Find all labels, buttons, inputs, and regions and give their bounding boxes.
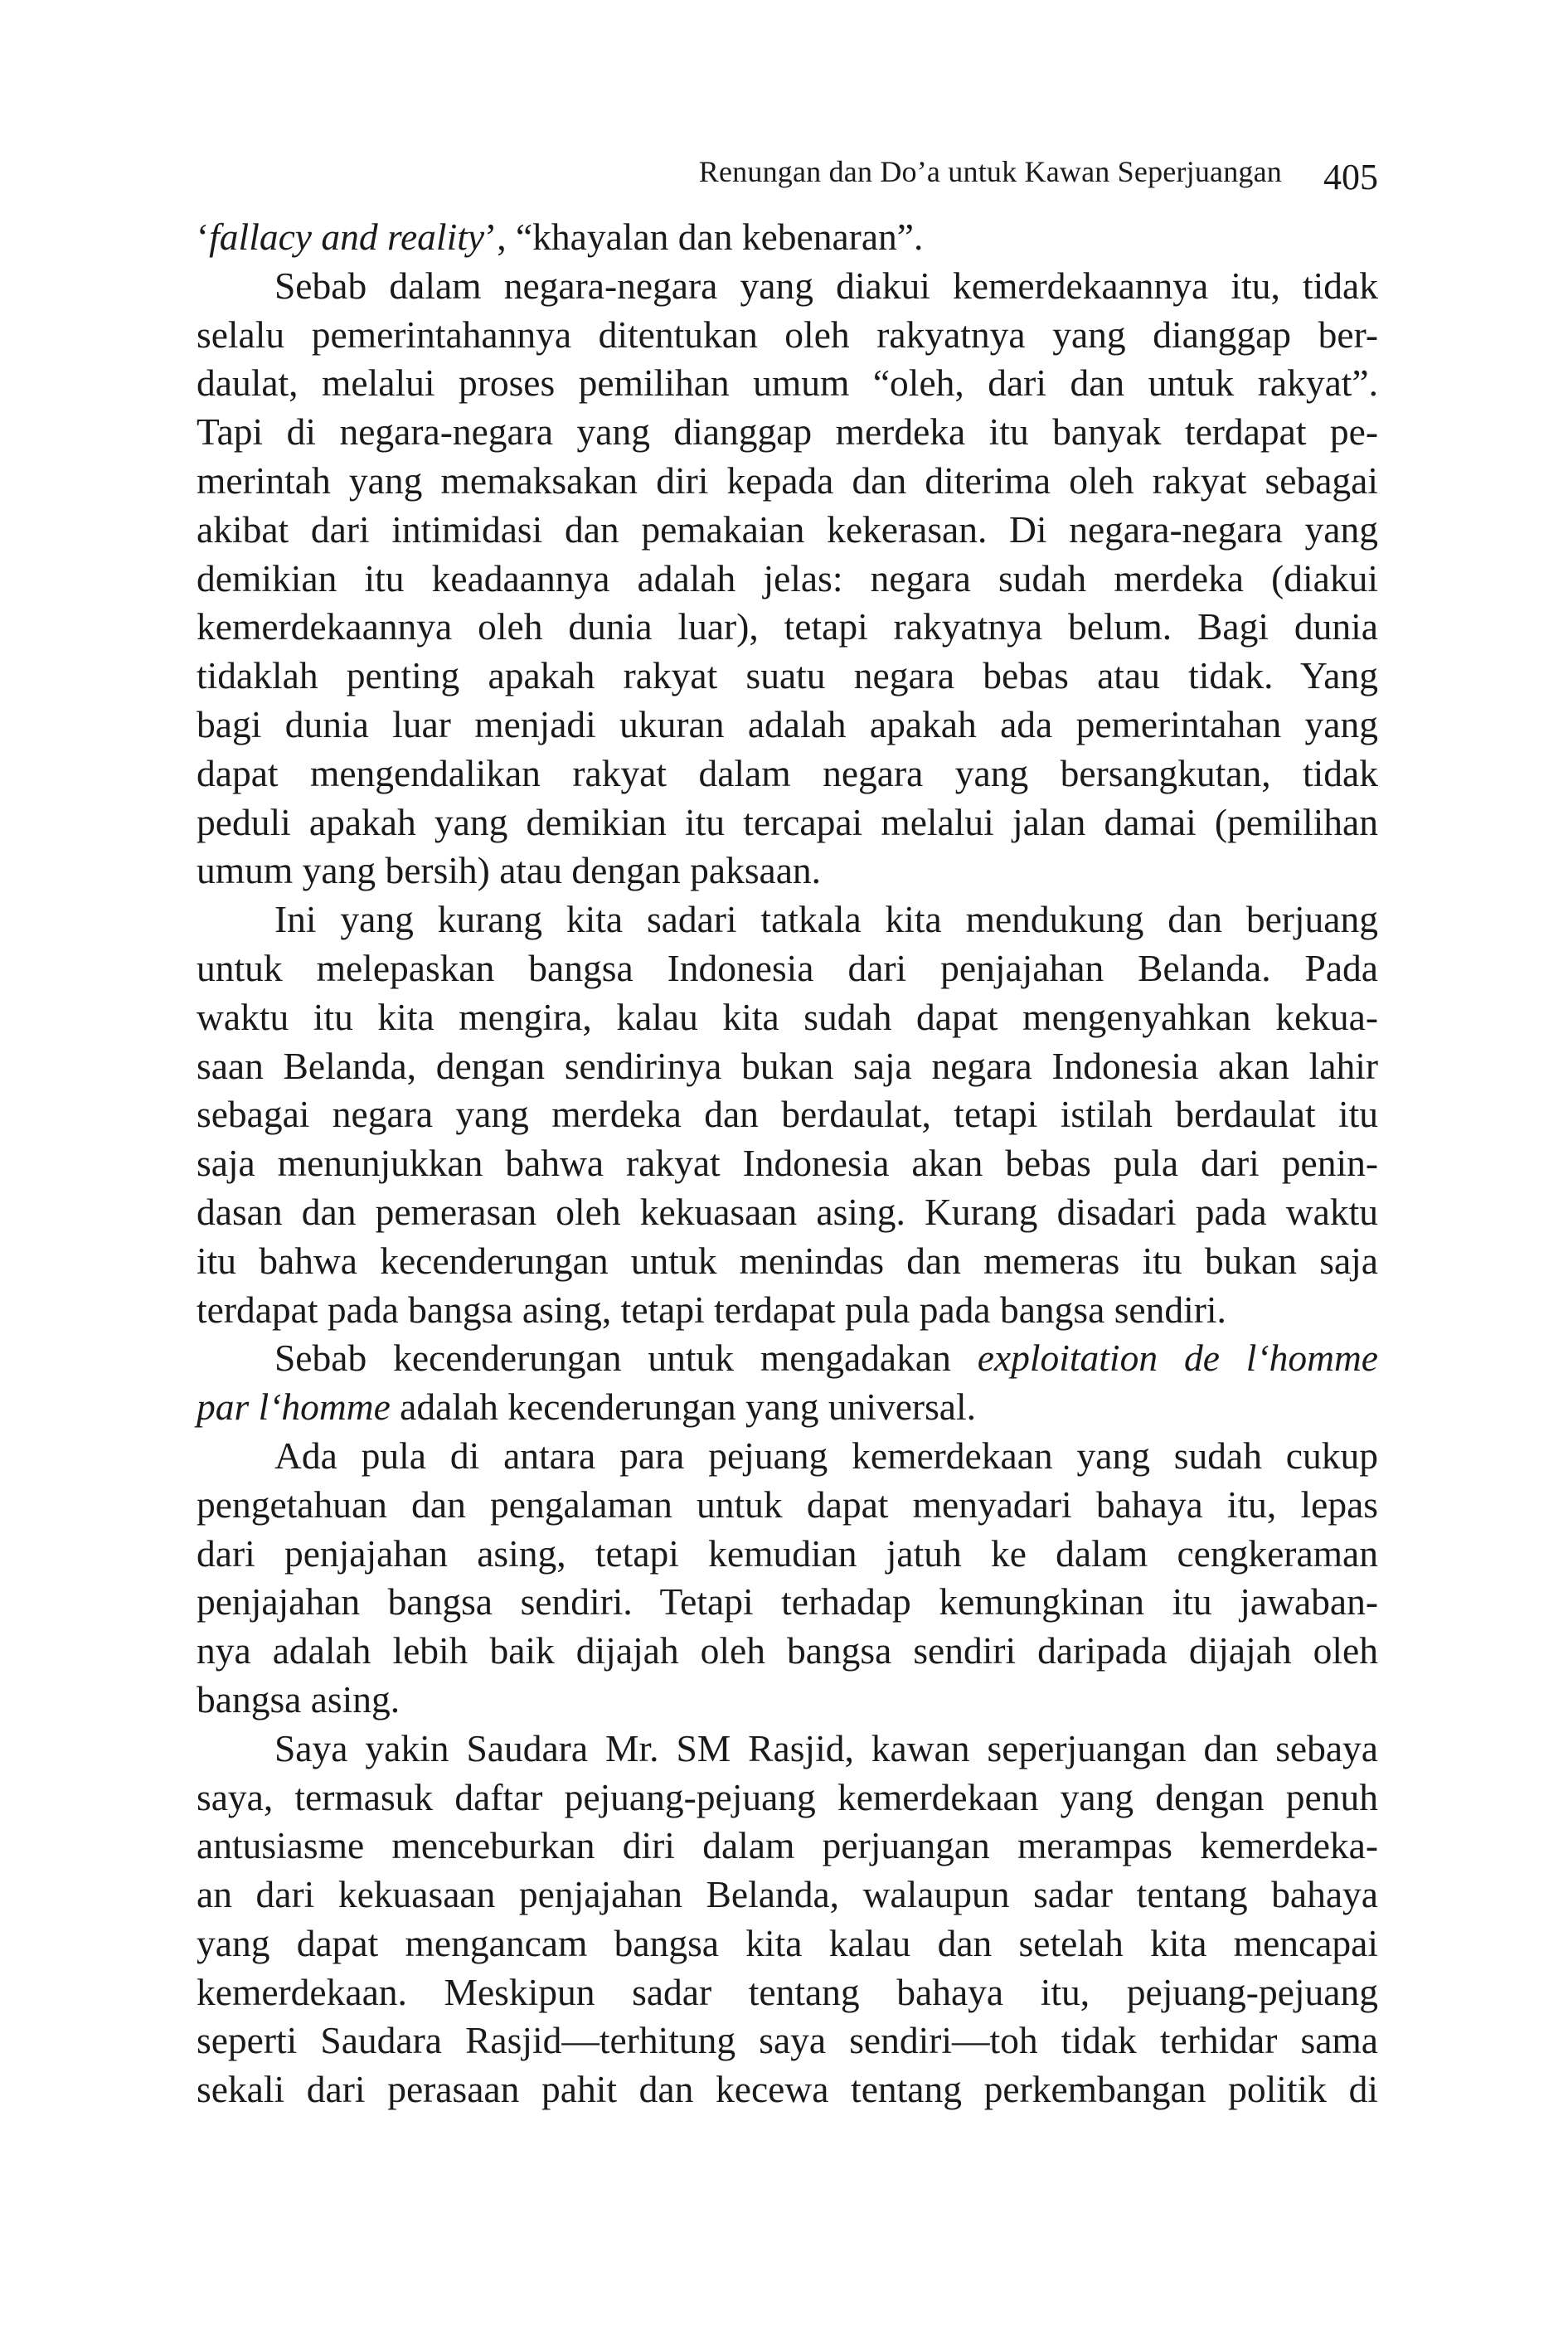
text-line (197, 1627, 1378, 1676)
text-line (197, 555, 1378, 604)
italic-phrase: exploitation de l‘homme (977, 1337, 1379, 1380)
text-line (197, 603, 1378, 652)
text-segment: nya adalah lebih baik dijajah oleh bangsa sendiri daripada dijajah oleh (197, 1629, 1378, 1672)
text-segment: Tapi di negara-negara yang dianggap merdeka itu banyak terdapat pe- (197, 410, 1378, 454)
body-text (197, 213, 1378, 2114)
text-segment: merintah yang memaksakan diri kepada dan diterima oleh rakyat sebagai (197, 459, 1378, 502)
text-line (197, 311, 1378, 360)
text-line (197, 1334, 1378, 1383)
text-line (197, 457, 1378, 506)
text-segment: selalu pemerintahannya ditentukan oleh rakyatnya yang dianggap ber- (197, 313, 1378, 356)
text-line (197, 1774, 1378, 1822)
text-segment: dari penjajahan asing, tetapi kemudian jatuh ke dalam cengkeraman (197, 1531, 1378, 1575)
text-line (197, 944, 1378, 993)
text-line (197, 1578, 1378, 1627)
text-segment: itu bahwa kecenderungan untuk menindas dan memeras itu bukan saja (197, 1239, 1378, 1282)
text-line (197, 847, 1378, 895)
text-line (197, 506, 1378, 555)
text-line (197, 359, 1378, 408)
text-line (197, 701, 1378, 750)
text-segment: kemerdekaannya oleh dunia luar), tetapi rakyatnya belum. Bagi dunia (197, 605, 1378, 648)
text-segment: Ini yang kurang kita sadari tatkala kita mendukung dan berjuang (274, 898, 1378, 941)
text-segment: untuk melepaskan bangsa Indonesia dari penjajahan Belanda. Pada (197, 946, 1378, 989)
text-line (197, 1042, 1378, 1091)
text-segment: akibat dari intimidasi dan pemakaian kekerasan. Di negara-negara yang (197, 507, 1378, 551)
text-segment: daulat, melalui proses pemilihan umum “oleh, dari dan untuk rakyat”. (197, 362, 1378, 405)
text-line (197, 1286, 1378, 1335)
text-line (197, 1919, 1378, 1968)
text-segment: antusiasme menceburkan diri dalam perjuangan merampas kemerdeka- (197, 1824, 1378, 1867)
text-segment: ‘ (197, 216, 210, 258)
text-line (197, 1725, 1378, 1774)
text-segment: tidaklah penting apakah rakyat suatu negara bebas atau tidak. Yang (197, 654, 1378, 697)
text-segment: waktu itu kita mengira, kalau kita sudah dapat mengenyahkan kekua- (197, 995, 1378, 1038)
text-segment: umum yang bersih) atau dengan paksaan. (197, 849, 822, 892)
text-line (197, 798, 1378, 847)
text-segment: terdapat pada bangsa asing, tetapi terdapat pula pada bangsa sendiri. (197, 1288, 1226, 1331)
text-line (197, 262, 1378, 311)
text-line (197, 1822, 1378, 1871)
page-number: 405 (1323, 157, 1378, 197)
text-line (197, 213, 1378, 262)
text-line (197, 2017, 1378, 2065)
text-segment: dasan dan pemerasan oleh kekuasaan asing. Kurang disadari pada waktu (197, 1190, 1378, 1233)
text-segment: Ada pula di antara para pejuang kemerdekaan yang sudah cukup (274, 1434, 1378, 1477)
text-line (197, 1481, 1378, 1530)
text-segment: saja menunjukkan bahwa rakyat Indonesia akan bebas pula dari penin- (197, 1142, 1378, 1185)
running-title: Renungan dan Do’a untuk Kawan Seperjuangan (698, 155, 1282, 188)
text-line (197, 993, 1378, 1042)
running-head (197, 149, 1378, 199)
text-line (197, 1139, 1378, 1188)
text-segment: sebagai negara yang merdeka dan berdaulat, tetapi istilah berdaulat itu (197, 1093, 1378, 1136)
italic-phrase: par l‘homme (197, 1386, 391, 1429)
text-segment: saya, termasuk daftar pejuang-pejuang kemerdekaan yang dengan penuh (197, 1775, 1378, 1818)
text-segment: sekali dari perasaan pahit dan kecewa tentang perkembangan politik di (197, 2068, 1378, 2111)
text-line (197, 895, 1378, 944)
text-segment: bangsa asing. (197, 1677, 400, 1720)
text-segment: adalah kecenderungan yang universal. (390, 1386, 977, 1429)
text-segment: pengetahuan dan pengalaman untuk dapat menyadari bahaya itu, lepas (197, 1483, 1378, 1526)
text-line (197, 1968, 1378, 2017)
text-line (197, 652, 1378, 701)
text-segment: penjajahan bangsa sendiri. Tetapi terhadap kemungkinan itu jawaban- (197, 1580, 1378, 1623)
text-segment: Sebab kecenderungan untuk mengadakan (274, 1337, 978, 1380)
text-segment: dapat mengendalikan rakyat dalam negara yang bersangkutan, tidak (197, 751, 1378, 794)
text-segment: Sebab dalam negara-negara yang diakui kemerdekaannya itu, tidak (274, 264, 1378, 307)
text-segment: seperti Saudara Rasjid—terhitung saya sendiri—toh tidak terhidar sama (197, 2019, 1378, 2062)
text-line (197, 1676, 1378, 1725)
text-segment: Saya yakin Saudara Mr. SM Rasjid, kawan seperjuangan dan sebaya (274, 1726, 1378, 1769)
text-line (197, 1871, 1378, 1919)
text-line (197, 408, 1378, 457)
text-line (197, 1383, 1378, 1432)
text-line (197, 1090, 1378, 1139)
text-line (197, 1432, 1378, 1481)
text-segment: ’, “khayalan dan kebenaran”. (484, 216, 924, 258)
text-segment: peduli apakah yang demikian itu tercapai melalui jalan damai (pemilihan (197, 800, 1378, 843)
text-segment: saan Belanda, dengan sendirinya bukan saja negara Indonesia akan lahir (197, 1044, 1378, 1087)
text-line (197, 1530, 1378, 1579)
text-segment: bagi dunia luar menjadi ukuran adalah apakah ada pemerintahan yang (197, 702, 1378, 745)
text-segment: yang dapat mengancam bangsa kita kalau dan setelah kita mencapai (197, 1921, 1378, 1964)
text-line (197, 750, 1378, 798)
italic-phrase: fallacy and reality (209, 216, 485, 258)
text-line (197, 2065, 1378, 2114)
text-line (197, 1237, 1378, 1286)
text-segment: kemerdekaan. Meskipun sadar tentang bahaya itu, pejuang-pejuang (197, 1970, 1378, 2013)
text-segment: an dari kekuasaan penjajahan Belanda, walaupun sadar tentang bahaya (197, 1873, 1378, 1916)
text-segment: demikian itu keadaannya adalah jelas: negara sudah merdeka (diakui (197, 556, 1378, 599)
text-line (197, 1188, 1378, 1237)
